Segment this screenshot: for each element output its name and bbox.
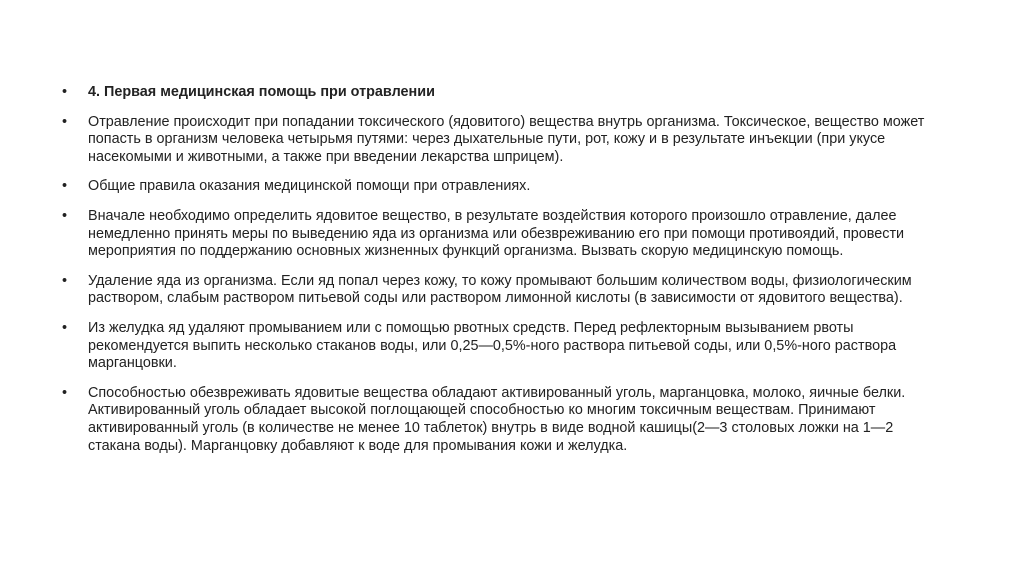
bullet-item-neutralizers <box>62 385 942 455</box>
bullet-icon: • <box>62 84 68 100</box>
bullet-item-stomach-removal <box>62 320 942 373</box>
bullet-list <box>62 84 942 455</box>
bullet-text: Отравление происходит при попадании токсического (ядовитого) вещества внутрь организма. Токсическое, вещество может попасть в организм человека четырьмя путями: через дыхательные пути, рот, кожу и в результате инъекции (при укусе насекомыми и животными, а также при введении лекарства шприцем). <box>88 113 925 165</box>
bullet-item-poisoning-definition <box>62 114 942 167</box>
bullet-icon: • <box>62 272 68 289</box>
bullet-item-general-rules <box>62 178 942 196</box>
bullet-text: Вначале необходимо определить ядовитое вещество, в результате воздействия которого произошло отравление, далее немедленно принять меры по выведению яда из организма или обезвреживанию его при помощи противоядий, провести мероприятия по поддержанию основных жизненных функций организма. Вызвать скорую медицинскую помощь. <box>88 207 905 260</box>
bullet-item-skin-removal <box>62 273 942 308</box>
bullet-icon: • <box>62 178 68 195</box>
bullet-icon: • <box>62 207 68 224</box>
bullet-icon: • <box>62 113 68 130</box>
bullet-text: Способностью обезвреживать ядовитые вещества обладают активированный уголь, марганцовка, молоко, яичные белки. Активированный уголь обладает высокой поглощающей способностью ко многим токсичным веществам. Принимают активированный уголь (в количестве не менее 10 таблеток) внутрь в виде водной кашицы(2—3 столовых ложки на 1—2 стакана воды). Марганцовку добавляют к воде для промывания кожи и желудка. <box>88 384 906 454</box>
section-heading: 4. Первая медицинская помощь при отравлении <box>88 84 435 100</box>
bullet-text: Общие правила оказания медицинской помощи при отравлениях. <box>88 178 531 195</box>
bullet-item-heading <box>62 84 942 102</box>
bullet-icon: • <box>62 384 68 401</box>
bullet-text: Удаление яда из организма. Если яд попал через кожу, то кожу промывают большим количеством воды, физиологическим раствором, слабым раствором питьевой соды или раствором лимонной кислоты (в зависимости от ядовитого вещества). <box>88 272 912 307</box>
bullet-text: Из желудка яд удаляют промыванием или с помощью рвотных средств. Перед рефлекторным вызыванием рвоты рекомендуется выпить несколько стаканов воды, или 0,25—0,5%-ного раствора питьевой соды, или 0,5%-ного раствора марганцовки. <box>88 319 897 372</box>
bullet-item-first-steps <box>62 208 942 261</box>
bullet-icon: • <box>62 319 68 336</box>
